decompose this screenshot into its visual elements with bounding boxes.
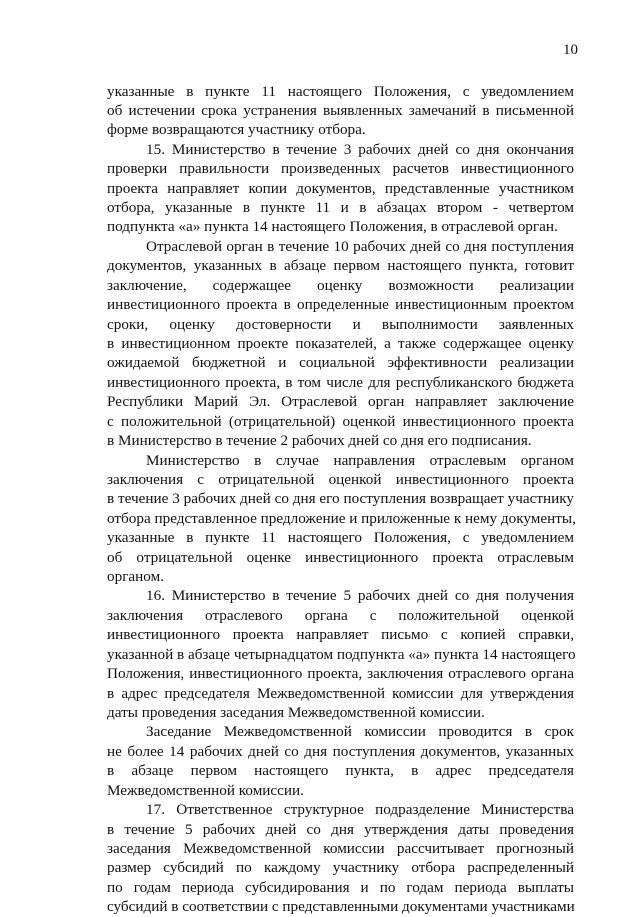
text-line: об отрицательной оценке инвестиционного проекта отраслевым — [107, 548, 574, 566]
text-line: ожидаемой бюджетной и социальной эффективности реализации — [107, 354, 574, 372]
text-line: Республики Марий Эл. Отраслевой орган направляет заключение — [107, 393, 574, 411]
text-line: указанной в абзаце четырнадцатом подпункта «а» пункта 14 настоящего — [107, 645, 576, 663]
text-line: в Министерство в течение 2 рабочих дней со дня его подписания. — [107, 432, 532, 450]
text-line: Министерство в случае направления отраслевым органом — [146, 451, 574, 469]
text-line: Отраслевой орган в течение 10 рабочих дней со дня поступления — [146, 237, 574, 255]
text-line: размер субсидий по каждому участнику отбора распределенный — [107, 859, 574, 877]
text-line: в инвестиционном проекте показателей, а также содержащее оценку — [107, 335, 574, 352]
text-line: указанные в пункте 11 настоящего Положения, с уведомлением — [107, 82, 574, 100]
text-line: в абзаце первом настоящего пункта, в адрес председателя — [107, 762, 574, 780]
text-line: 17. Ответственное структурное подразделение Министерства — [146, 801, 574, 818]
text-line: в течение 3 рабочих дней со дня его поступления возвращает участнику — [107, 490, 574, 508]
text-line: проекта направляет копии документов, представленные участником — [107, 179, 574, 197]
text-line: документов, указанных в абзаце первом настоящего пункта, готовит — [107, 257, 574, 275]
text-line: отбора, указанные в пункте 11 и в абзацах втором - четвертом — [107, 199, 574, 216]
text-line: инвестиционного проекта, в том числе для республиканского бюджета — [107, 373, 574, 391]
text-line: органом. — [107, 568, 164, 585]
text-line: в течение 5 рабочих дней со дня утверждения даты проведения — [107, 820, 574, 838]
page-number: 10 — [563, 42, 578, 58]
text-line: проверки правильности произведенных расчетов инвестиционного — [107, 160, 574, 178]
text-line: заключения с отрицательной оценкой инвестиционного проекта — [107, 470, 574, 488]
text-line: Положения, инвестиционного проекта, заключения отраслевого органа — [107, 665, 574, 683]
text-line: подпункта «а» пункта 14 настоящего Положения, в отраслевой орган. — [107, 218, 558, 236]
text-line: заключения отраслевого органа с положительной оценкой — [107, 606, 574, 624]
text-line: об истечении срока устранения выявленных замечаний в письменной — [107, 101, 574, 119]
text-line: заключение, содержащее оценку возможности реализации — [107, 276, 574, 294]
text-line: в адрес председателя Межведомственной комиссии для утверждения — [107, 684, 574, 702]
text-line: 15. Министерство в течение 3 рабочих дней со дня окончания — [146, 140, 574, 158]
text-line: Заседание Межведомственной комиссии проводится в срок — [146, 723, 574, 741]
text-line: инвестиционного проекта в определенные инвестиционным проектом — [107, 296, 574, 314]
text-line: форме возвращаются участнику отбора. — [107, 121, 366, 139]
text-line: с положительной (отрицательной) оценкой инвестиционного проекта — [107, 412, 574, 430]
text-line: по годам периода субсидирования и по годам периода выплаты — [107, 878, 574, 896]
text-line: Межведомственной комиссии. — [107, 781, 304, 799]
text-line: указанные в пункте 11 настоящего Положения, с уведомлением — [107, 529, 574, 547]
text-line: не более 14 рабочих дней со дня поступления документов, указанных — [107, 742, 574, 760]
text-line: 16. Министерство в течение 5 рабочих дней со дня получения — [146, 587, 574, 605]
text-line: отбора представленное предложение и приложенные к нему документы, — [107, 509, 576, 527]
text-line: субсидий в соответствии с представленными документами участниками — [107, 898, 575, 916]
text-line: заседания Межведомственной комиссии рассчитывает прогнозный — [107, 839, 574, 857]
text-line: сроки, оценку достоверности и выполнимости заявленных — [107, 315, 574, 333]
text-line: даты проведения заседания Межведомственной комиссии. — [107, 703, 485, 721]
text-line: инвестиционного проекта направляет письмо с копией справки, — [107, 626, 574, 644]
